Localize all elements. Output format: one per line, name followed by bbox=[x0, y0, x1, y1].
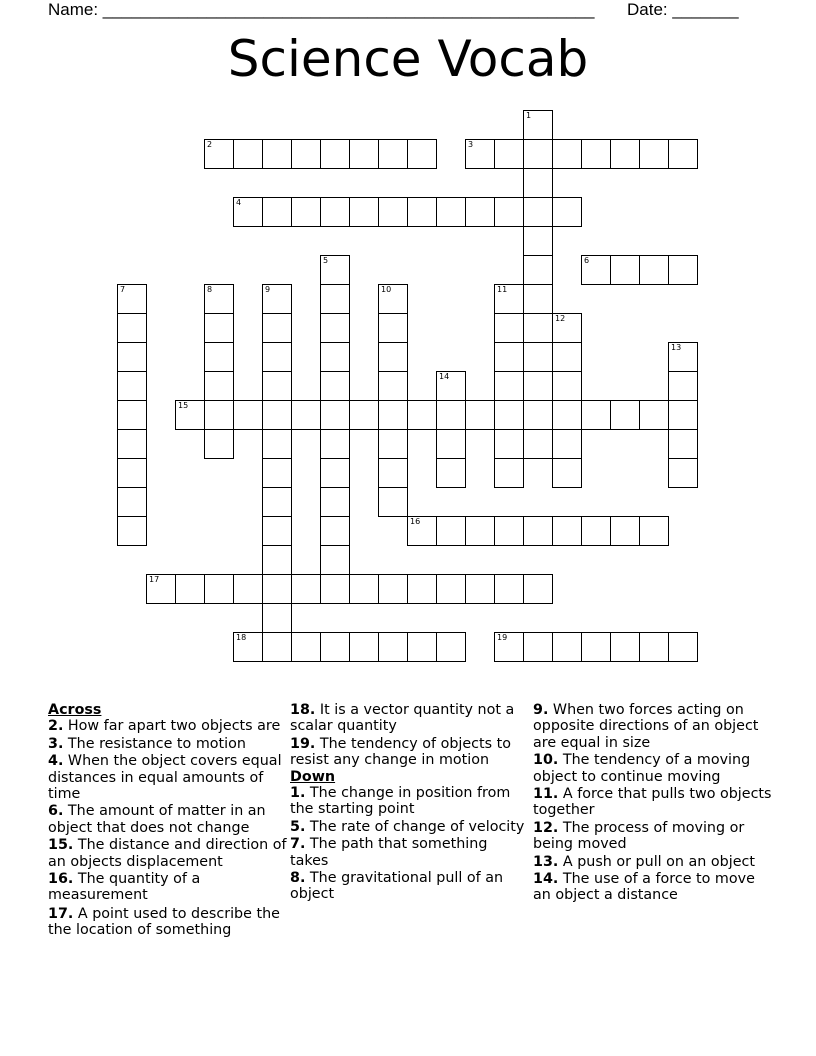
clue-down-5: 5. The rate of change of velocity bbox=[290, 818, 525, 835]
crossword-cell[interactable] bbox=[291, 197, 321, 227]
crossword-cell[interactable] bbox=[204, 139, 234, 169]
crossword-cell[interactable] bbox=[494, 632, 524, 662]
crossword-cell[interactable] bbox=[349, 574, 379, 604]
crossword-cell[interactable] bbox=[262, 632, 292, 662]
crossword-cell[interactable] bbox=[610, 516, 640, 546]
crossword-cell[interactable] bbox=[639, 255, 669, 285]
clue-number: 5 bbox=[323, 256, 329, 265]
crossword-cell[interactable] bbox=[436, 429, 466, 459]
crossword-cell[interactable] bbox=[523, 371, 553, 401]
crossword-cell[interactable] bbox=[465, 197, 495, 227]
crossword-cell[interactable] bbox=[320, 371, 350, 401]
crossword-cell[interactable] bbox=[204, 400, 234, 430]
crossword-cell[interactable] bbox=[552, 313, 582, 343]
clue-number: 12 bbox=[555, 314, 566, 323]
clue-across-4: 4. When the object covers equal distances in equal amounts of time bbox=[48, 753, 282, 803]
crossword-cell[interactable] bbox=[552, 139, 582, 169]
clue-number: 7 bbox=[120, 285, 126, 294]
clue-column-1 bbox=[48, 702, 288, 939]
crossword-cell[interactable] bbox=[465, 516, 495, 546]
clue-across-19: 19. The tendency of objects to resist any change in motion bbox=[290, 735, 511, 769]
crossword-cell[interactable] bbox=[262, 400, 292, 430]
crossword-cell[interactable] bbox=[465, 400, 495, 430]
crossword-cell[interactable] bbox=[494, 139, 524, 169]
crossword-cell[interactable] bbox=[552, 342, 582, 372]
crossword-cell[interactable] bbox=[378, 371, 408, 401]
clue-number: 18 bbox=[236, 633, 247, 642]
clue-number: 13 bbox=[671, 343, 682, 352]
crossword-cell[interactable] bbox=[262, 342, 292, 372]
clue-down-9: 9. When two forces acting on opposite directions of an object are equal in size bbox=[533, 702, 759, 751]
crossword-cell[interactable] bbox=[436, 516, 466, 546]
clue-number: 9 bbox=[265, 285, 271, 294]
crossword-cell[interactable] bbox=[320, 516, 350, 546]
crossword-cell[interactable] bbox=[494, 458, 524, 488]
crossword-cell[interactable] bbox=[465, 139, 495, 169]
down-heading: Down bbox=[290, 768, 336, 785]
crossword-cell[interactable] bbox=[262, 603, 292, 633]
crossword-cell[interactable] bbox=[262, 429, 292, 459]
crossword-cell[interactable] bbox=[494, 313, 524, 343]
crossword-cell[interactable] bbox=[320, 197, 350, 227]
clue-across-17: 17. A point used to describe the the location of something bbox=[48, 905, 280, 939]
crossword-cell[interactable] bbox=[668, 632, 698, 662]
clue-down-11: 11. A force that pulls two objects together bbox=[533, 786, 772, 819]
clue-number: 8 bbox=[207, 285, 213, 294]
crossword-cell[interactable] bbox=[436, 371, 466, 401]
crossword-cell[interactable] bbox=[146, 574, 176, 604]
crossword-cell[interactable] bbox=[349, 400, 379, 430]
crossword-cell[interactable] bbox=[407, 400, 437, 430]
clue-number: 16 bbox=[410, 517, 421, 526]
crossword-cell[interactable] bbox=[378, 197, 408, 227]
clue-down-14: 14. The use of a force to move an object a distance bbox=[533, 871, 755, 904]
crossword-cell[interactable] bbox=[552, 516, 582, 546]
crossword-cell[interactable] bbox=[436, 197, 466, 227]
crossword-cell[interactable] bbox=[552, 371, 582, 401]
crossword-cell[interactable] bbox=[668, 255, 698, 285]
crossword-cell[interactable] bbox=[494, 284, 524, 314]
clue-down-8: 8. The gravitational pull of an object bbox=[290, 870, 504, 903]
crossword-cell[interactable] bbox=[117, 458, 147, 488]
crossword-cell[interactable] bbox=[262, 574, 292, 604]
crossword-cell[interactable] bbox=[494, 342, 524, 372]
clue-number: 4 bbox=[236, 198, 242, 207]
crossword-cell[interactable] bbox=[581, 516, 611, 546]
crossword-cell[interactable] bbox=[523, 197, 553, 227]
crossword-cell[interactable] bbox=[494, 371, 524, 401]
crossword-cell[interactable] bbox=[262, 197, 292, 227]
crossword-cell[interactable] bbox=[320, 342, 350, 372]
crossword-cell[interactable] bbox=[523, 139, 553, 169]
crossword-cell[interactable] bbox=[262, 371, 292, 401]
crossword-cell[interactable] bbox=[117, 516, 147, 546]
crossword-cell[interactable] bbox=[262, 313, 292, 343]
clue-down-1: 1. The change in position from the starting point bbox=[290, 785, 511, 818]
crossword-cell[interactable] bbox=[407, 516, 437, 546]
crossword-cell[interactable] bbox=[262, 458, 292, 488]
crossword-cell[interactable] bbox=[523, 429, 553, 459]
clue-down-13: 13. A push or pull on an object bbox=[533, 853, 755, 870]
crossword-cell[interactable] bbox=[175, 574, 205, 604]
crossword-cell[interactable] bbox=[610, 139, 640, 169]
crossword-cell[interactable] bbox=[204, 342, 234, 372]
clue-column-3 bbox=[533, 702, 773, 904]
crossword-cell[interactable] bbox=[668, 342, 698, 372]
clue-number: 2 bbox=[207, 140, 213, 149]
crossword-cell[interactable] bbox=[204, 429, 234, 459]
date-field[interactable]: Date: _______ bbox=[627, 0, 739, 19]
crossword-cell[interactable] bbox=[320, 545, 350, 575]
crossword-cell[interactable] bbox=[233, 197, 263, 227]
crossword-cell[interactable] bbox=[436, 458, 466, 488]
clue-across-18: 18. It is a vector quantity not a scalar quantity bbox=[290, 702, 515, 735]
crossword-cell[interactable] bbox=[117, 284, 147, 314]
clue-number: 1 bbox=[526, 111, 532, 120]
crossword-cell[interactable] bbox=[320, 458, 350, 488]
crossword-cell[interactable] bbox=[291, 632, 321, 662]
crossword-cell[interactable] bbox=[291, 139, 321, 169]
crossword-cell[interactable] bbox=[610, 255, 640, 285]
crossword-cell[interactable] bbox=[523, 400, 553, 430]
crossword-cell[interactable] bbox=[436, 574, 466, 604]
crossword-cell[interactable] bbox=[204, 284, 234, 314]
crossword-cell[interactable] bbox=[262, 284, 292, 314]
clue-number: 19 bbox=[497, 633, 508, 642]
crossword-cell[interactable] bbox=[494, 574, 524, 604]
clue-number: 3 bbox=[468, 140, 474, 149]
crossword-cell[interactable] bbox=[378, 139, 408, 169]
crossword-cell[interactable] bbox=[639, 139, 669, 169]
crossword-cell[interactable] bbox=[581, 400, 611, 430]
crossword-cell[interactable] bbox=[494, 516, 524, 546]
crossword-cell[interactable] bbox=[262, 487, 292, 517]
crossword-cell[interactable] bbox=[668, 458, 698, 488]
clue-down-12: 12. The process of moving or being moved bbox=[533, 819, 745, 853]
crossword-cell[interactable] bbox=[581, 139, 611, 169]
clue-number: 6 bbox=[584, 256, 590, 265]
crossword-cell[interactable] bbox=[262, 139, 292, 169]
crossword-cell[interactable] bbox=[494, 429, 524, 459]
crossword-cell[interactable] bbox=[233, 139, 263, 169]
crossword-cell[interactable] bbox=[349, 139, 379, 169]
crossword-cell[interactable] bbox=[523, 342, 553, 372]
crossword-cell[interactable] bbox=[610, 400, 640, 430]
crossword-cell[interactable] bbox=[175, 400, 205, 430]
crossword-cell[interactable] bbox=[349, 197, 379, 227]
clue-down-10: 10. The tendency of a moving object to continue moving bbox=[533, 752, 751, 785]
crossword-cell[interactable] bbox=[552, 458, 582, 488]
crossword-cell[interactable] bbox=[320, 139, 350, 169]
crossword-cell[interactable] bbox=[378, 429, 408, 459]
clue-across-3: 3. The resistance to motion bbox=[48, 735, 246, 752]
crossword-cell[interactable] bbox=[668, 139, 698, 169]
crossword-cell[interactable] bbox=[117, 371, 147, 401]
crossword-cell[interactable] bbox=[436, 400, 466, 430]
crossword-cell[interactable] bbox=[639, 632, 669, 662]
crossword-cell[interactable] bbox=[320, 487, 350, 517]
crossword-cell[interactable] bbox=[233, 574, 263, 604]
crossword-cell[interactable] bbox=[639, 516, 669, 546]
crossword-cell[interactable] bbox=[581, 632, 611, 662]
crossword-cell[interactable] bbox=[552, 400, 582, 430]
clue-across-16: 16. The quantity of a measurement bbox=[48, 871, 201, 904]
crossword-cell[interactable] bbox=[117, 342, 147, 372]
crossword-cell[interactable] bbox=[320, 632, 350, 662]
crossword-cell[interactable] bbox=[378, 574, 408, 604]
crossword-cell[interactable] bbox=[523, 632, 553, 662]
crossword-cell[interactable] bbox=[349, 632, 379, 662]
crossword-cell[interactable] bbox=[494, 197, 524, 227]
clue-across-6: 6. The amount of matter in an object that does not change bbox=[48, 803, 266, 836]
clue-number: 15 bbox=[178, 401, 189, 410]
crossword-cell[interactable] bbox=[668, 429, 698, 459]
crossword-cell[interactable] bbox=[291, 574, 321, 604]
crossword-cell[interactable] bbox=[204, 574, 234, 604]
crossword-cell[interactable] bbox=[465, 574, 495, 604]
crossword-cell[interactable] bbox=[494, 400, 524, 430]
crossword-cell[interactable] bbox=[378, 284, 408, 314]
crossword-cell[interactable] bbox=[436, 632, 466, 662]
crossword-cell[interactable] bbox=[668, 400, 698, 430]
clue-across-15: 15. The distance and direction of an objects displacement bbox=[48, 837, 287, 870]
crossword-cell[interactable] bbox=[320, 400, 350, 430]
crossword-cell[interactable] bbox=[117, 429, 147, 459]
crossword-cell[interactable] bbox=[233, 400, 263, 430]
crossword-cell[interactable] bbox=[407, 632, 437, 662]
crossword-cell[interactable] bbox=[320, 313, 350, 343]
clue-number: 10 bbox=[381, 285, 392, 294]
crossword-cell[interactable] bbox=[262, 545, 292, 575]
crossword-cell[interactable] bbox=[378, 400, 408, 430]
crossword-cell[interactable] bbox=[117, 487, 147, 517]
clue-number: 11 bbox=[497, 285, 508, 294]
crossword-cell[interactable] bbox=[523, 168, 553, 198]
crossword-cell[interactable] bbox=[523, 574, 553, 604]
crossword-cell[interactable] bbox=[233, 632, 263, 662]
clue-down-7: 7. The path that something takes bbox=[290, 836, 488, 869]
crossword-cell[interactable] bbox=[523, 284, 553, 314]
crossword-cell[interactable] bbox=[552, 429, 582, 459]
crossword-cell[interactable] bbox=[668, 371, 698, 401]
crossword-cell[interactable] bbox=[407, 139, 437, 169]
crossword-cell[interactable] bbox=[610, 632, 640, 662]
crossword-cell[interactable] bbox=[378, 487, 408, 517]
crossword-cell[interactable] bbox=[204, 371, 234, 401]
crossword-cell[interactable] bbox=[204, 313, 234, 343]
crossword-cell[interactable] bbox=[378, 458, 408, 488]
across-heading: Across bbox=[48, 702, 102, 718]
crossword-cell[interactable] bbox=[523, 255, 553, 285]
crossword-cell[interactable] bbox=[262, 516, 292, 546]
crossword-cell[interactable] bbox=[523, 516, 553, 546]
clue-number: 14 bbox=[439, 372, 450, 381]
crossword-cell[interactable] bbox=[117, 313, 147, 343]
clue-number: 17 bbox=[149, 575, 160, 584]
page-title: Science Vocab bbox=[227, 30, 589, 88]
crossword-cell[interactable] bbox=[378, 313, 408, 343]
crossword-cell[interactable] bbox=[407, 574, 437, 604]
crossword-cell[interactable] bbox=[320, 284, 350, 314]
crossword-cell[interactable] bbox=[552, 197, 582, 227]
crossword-cell[interactable] bbox=[523, 313, 553, 343]
crossword-cell[interactable] bbox=[552, 632, 582, 662]
name-field[interactable]: Name: ____________________________________________________ bbox=[48, 0, 595, 19]
crossword-cell[interactable] bbox=[320, 255, 350, 285]
crossword-cell[interactable] bbox=[378, 342, 408, 372]
crossword-cell[interactable] bbox=[407, 197, 437, 227]
crossword-cell[interactable] bbox=[523, 226, 553, 256]
crossword-cell[interactable] bbox=[291, 400, 321, 430]
clue-column-2 bbox=[290, 702, 530, 903]
crossword-cell[interactable] bbox=[523, 110, 553, 140]
clue-across-2: 2. How far apart two objects are bbox=[48, 718, 281, 735]
crossword-cell[interactable] bbox=[378, 632, 408, 662]
crossword-cell[interactable] bbox=[581, 255, 611, 285]
crossword-cell[interactable] bbox=[639, 400, 669, 430]
crossword-cell[interactable] bbox=[117, 400, 147, 430]
crossword-cell[interactable] bbox=[320, 429, 350, 459]
crossword-cell[interactable] bbox=[320, 574, 350, 604]
